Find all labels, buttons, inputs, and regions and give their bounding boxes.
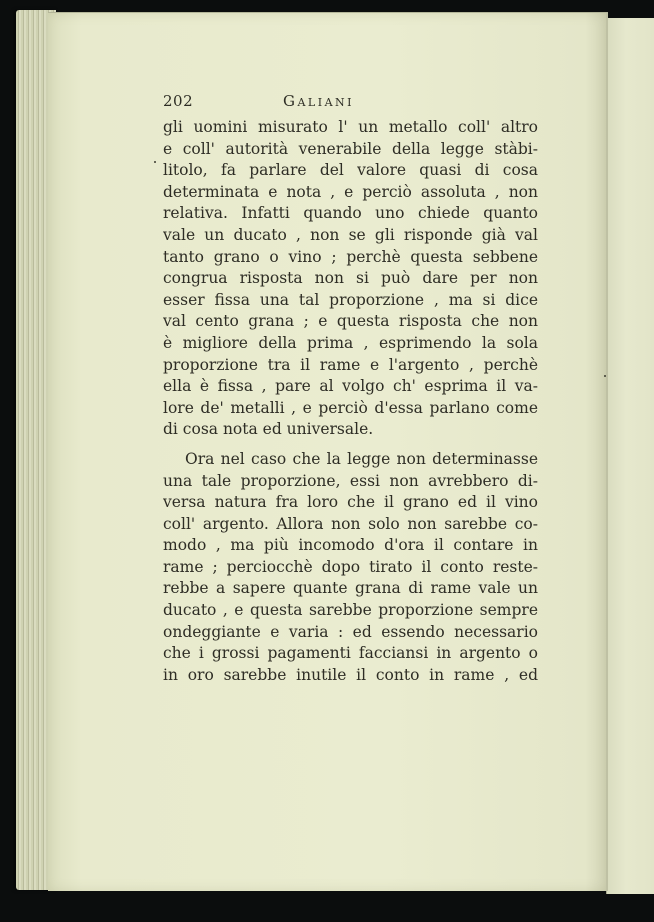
text-line: una tale proporzione, essi non avrebbero di- [163, 471, 538, 490]
text-line: determinata e nota , e perciò assoluta , non [163, 182, 538, 201]
text-line: e coll' autorità venerabile della legge stàbi- [163, 139, 538, 158]
text-line: ella è fissa , pare al volgo ch' esprima il va- [163, 377, 538, 396]
running-title: Galiani [283, 92, 354, 110]
text-line: relativa. Infatti quando uno chiede quanto [163, 204, 538, 223]
text-line: di cosa nota ed universale. [163, 420, 374, 439]
text-line: rame ; perciocchè dopo tirato il conto reste- [163, 557, 538, 576]
text-line: esser fissa una tal proporzione , ma si dice [163, 290, 538, 309]
text-line: tanto grano o vino ; perchè questa sebbene [163, 247, 538, 266]
text-line: è migliore della prima , esprimendo la sola [163, 333, 538, 352]
page-gutter [606, 13, 608, 891]
text-line: proporzione tra il rame e l'argento , perchè [163, 355, 538, 374]
page-number: 202 [163, 92, 194, 110]
text-line: ducato , e questa sarebbe proporzione sempre [163, 601, 538, 620]
paragraph-2 [163, 449, 538, 687]
paragraph-gap [163, 441, 538, 449]
text-line: lore de' metalli , e perciò d'essa parlano come [163, 398, 538, 417]
body-text [163, 117, 538, 686]
text-line: in oro sarebbe inutile il conto in rame , ed [163, 665, 538, 684]
text-line: vale un ducato , non se gli risponde già val [163, 225, 538, 244]
text-line: ondeggiante e varia : ed essendo necessario [163, 622, 538, 641]
text-line: coll' argento. Allora non solo non sarebbe co- [163, 514, 538, 533]
text-line: rebbe a sapere quante grana di rame vale un [163, 579, 538, 598]
text-line: modo , ma più incomodo d'ora il contare in [163, 536, 538, 555]
text-line: val cento grana ; e questa risposta che non [163, 312, 538, 331]
text-line: litolo, fa parlare del valore quasi di cosa [163, 161, 538, 180]
text-line: Ora nel caso che la legge non determinasse [185, 449, 538, 468]
text-line: versa natura fra loro che il grano ed il vino [163, 493, 538, 512]
facing-page-edge [606, 18, 654, 894]
text-line: congrua risposta non si può dare per non [163, 269, 538, 288]
text-line: che i grossi pagamenti facciansi in argento o [163, 644, 538, 663]
paragraph-1 [163, 117, 538, 441]
running-head [163, 92, 523, 116]
paper-speck [604, 375, 606, 377]
text-line: gli uomini misurato l' un metallo coll' altro [163, 118, 538, 136]
paper-speck [154, 161, 156, 163]
